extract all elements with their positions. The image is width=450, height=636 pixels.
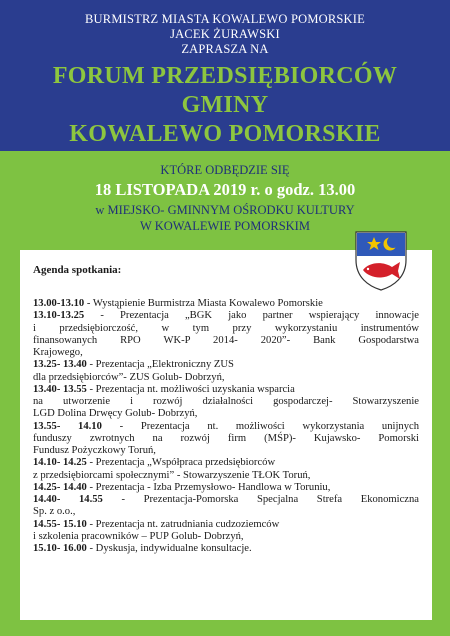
agenda-text: na utworzenie i rozwój działalności gospodarczej- Stowarzyszenie	[33, 396, 419, 407]
agenda-time: 15.10- 16.00	[33, 543, 87, 554]
agenda-line	[33, 494, 419, 506]
agenda-time: 13.25- 13.40	[33, 359, 87, 371]
agenda-text: finansowanych RPO WK-P 2014- 2020”- Bank Gospodarstwa	[33, 334, 419, 346]
agenda-time: 14.55- 15.10	[33, 518, 87, 530]
agenda-text: - Prezentacja nt. zatrudniania cudzoziemców	[86, 518, 280, 530]
agenda-line	[33, 421, 419, 433]
agenda-line	[33, 310, 419, 322]
agenda-line	[33, 506, 419, 518]
agenda-line	[33, 445, 419, 457]
agenda-text: - Prezentacja - Izba Przemysłowo- Handlowa w Toruniu,	[86, 481, 331, 493]
event-intro: KTÓRE ODBĘDZIE SIĘ	[160, 163, 290, 177]
header-band	[0, 0, 450, 151]
event-title-line2: GMINY	[181, 92, 269, 118]
mayor-name: JACEK ŻURAWSKI	[170, 27, 280, 41]
agenda-line	[33, 335, 419, 347]
organizer-line: BURMISTRZ MIASTA KOWALEWO POMORSKIE	[85, 12, 365, 26]
agenda-time: 13.10-13.25	[33, 310, 85, 322]
agenda-line	[33, 298, 419, 310]
agenda-text: - Wystąpienie Burmistrza Miasta Kowalewo Pomorskie	[84, 298, 323, 309]
event-date: 18 LISTOPADA 2019 r. o godz. 13.00	[94, 180, 356, 199]
agenda-text: Krajowego,	[33, 347, 83, 358]
agenda-text: LGD Dolina Drwęcy Golub- Dobrzyń,	[33, 408, 198, 420]
agenda-text: z przedsiębiorcami społecznymi” - Stowarzyszenie TŁOK Toruń,	[33, 469, 311, 481]
agenda-line	[33, 323, 419, 335]
agenda-text: - Prezentacja nt. możliwości wykorzystania unijnych	[101, 420, 419, 432]
agenda-time: 14.10- 14.25	[33, 457, 87, 469]
agenda-line	[33, 359, 419, 371]
agenda-text: - Prezentacja „Elektroniczny ZUS	[86, 359, 234, 371]
agenda-line	[33, 482, 419, 494]
agenda-line	[33, 372, 419, 384]
agenda-line	[33, 396, 419, 408]
invite-line: ZAPRASZA NA	[181, 42, 269, 56]
coat-of-arms-icon	[354, 230, 408, 292]
agenda-text: - Dyskusja, indywidualne konsultacje.	[86, 543, 252, 554]
agenda-line	[33, 384, 419, 396]
agenda-line	[33, 408, 419, 420]
event-title-line3: KOWALEWO POMORSKIE	[69, 121, 381, 147]
agenda-text: - Prezentacja nt. możliwości uzyskania wsparcia	[86, 383, 295, 395]
agenda-line	[33, 543, 419, 555]
agenda-title: Agenda spotkania:	[33, 264, 122, 276]
event-title-line1: FORUM PRZEDSIĘBIORCÓW	[52, 63, 398, 89]
agenda-list	[33, 298, 419, 555]
event-venue-line1: w MIEJSKO- GMINNYM OŚRODKU KULTURY	[95, 203, 355, 217]
agenda-line	[33, 433, 419, 445]
agenda-text: i szkolenia pracowników – PUP Golub- Dobrzyń,	[33, 530, 244, 542]
event-venue-line2: W KOWALEWIE POMORSKIM	[140, 219, 310, 233]
agenda-line	[33, 531, 419, 543]
agenda-text: - Prezentacja „BGK jako partner wspierający innowacje	[84, 310, 419, 322]
agenda-line	[33, 347, 419, 359]
agenda-text: funduszy zwrotnych na rozwój firm (MŚP)- Kujawsko- Pomorski	[33, 432, 419, 444]
agenda-text: dla przedsiębiorców”- ZUS Golub- Dobrzyń,	[33, 371, 225, 383]
agenda-time: 13.00-13.10	[33, 298, 85, 309]
agenda-text: Fundusz Pożyczkowy Toruń,	[33, 445, 156, 456]
agenda-text: - Prezentacja-Pomorska Specjalna Strefa Ekonomiczna	[102, 494, 419, 505]
agenda-text: Sp. z o.o.,	[33, 506, 76, 518]
agenda-time: 13.40- 13.55	[33, 383, 87, 395]
agenda-line	[33, 457, 419, 469]
agenda-line	[33, 470, 419, 482]
agenda-time: 13.55- 14.10	[33, 420, 102, 432]
agenda-text: i przedsiębiorczość, w tym przy wykorzystaniu instrumentów	[33, 322, 419, 334]
agenda-line	[33, 519, 419, 531]
agenda-text: - Prezentacja „Współpraca przedsiębiorców	[86, 457, 276, 469]
agenda-time: 14.25- 14.40	[33, 481, 87, 493]
agenda-time: 14.40- 14.55	[33, 494, 103, 505]
agenda-panel	[20, 250, 432, 620]
